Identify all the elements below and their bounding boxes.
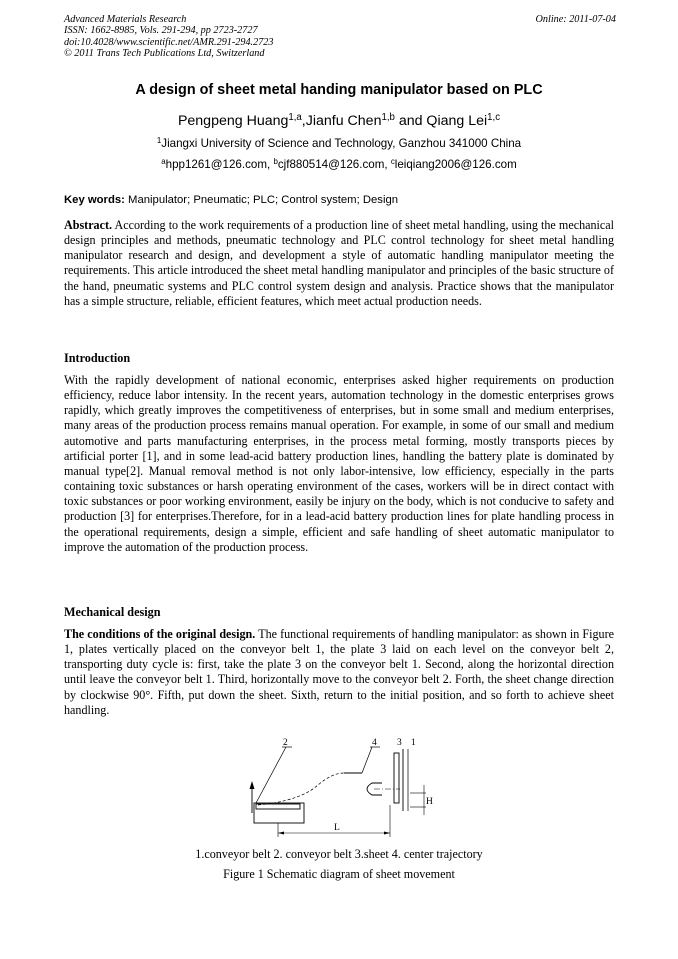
vertical-sheet-3 bbox=[394, 753, 399, 803]
figure-legend: 1.conveyor belt 2. conveyor belt 3.sheet 4. center trajectory bbox=[195, 847, 483, 861]
label-h: H bbox=[426, 797, 433, 807]
author-name: Pengpeng Huang bbox=[177, 113, 289, 129]
keywords-label: Key words: bbox=[64, 194, 125, 206]
paper-title: A design of sheet metal handing manipulator based on PLC bbox=[135, 82, 543, 98]
email-sup: a bbox=[161, 157, 166, 167]
label-2: 2 bbox=[283, 738, 288, 748]
label-l: L bbox=[334, 823, 340, 833]
label-1: 1 bbox=[411, 738, 416, 748]
abstract-label: Abstract. bbox=[64, 218, 113, 232]
author-sup: 1,b bbox=[381, 112, 395, 124]
abstract-paragraph bbox=[64, 218, 614, 309]
keywords bbox=[64, 194, 398, 206]
issn-line: ISSN: 1662-8985, Vols. 291-294, pp 2723-2727 bbox=[64, 25, 258, 37]
l-arrow-right bbox=[384, 832, 390, 835]
label-4: 4 bbox=[372, 738, 377, 748]
author-sup: 1,c bbox=[487, 112, 501, 124]
author-name: ,Jianfu Chen bbox=[301, 113, 382, 129]
online-date: Online: 2011-07-04 bbox=[535, 14, 616, 25]
doi-line: doi:10.4028/www.scientific.net/AMR.291-294.2723 bbox=[64, 36, 274, 48]
mechanical-design-paragraph bbox=[64, 627, 614, 718]
affiliation-text: Jiangxi University of Science and Technology, Ganzhou 341000 China bbox=[161, 137, 522, 150]
author-name: and Qiang Lei bbox=[394, 113, 488, 129]
journal-name: Advanced Materials Research bbox=[64, 14, 187, 25]
email-address: hpp1261@126.com, bbox=[165, 158, 274, 171]
leader-line-4 bbox=[362, 747, 372, 773]
email-address: cjf880514@126.com, bbox=[277, 158, 391, 171]
mechanical-design-heading: Mechanical design bbox=[64, 605, 161, 619]
email-sup: b bbox=[273, 157, 278, 167]
label-3: 3 bbox=[397, 738, 402, 748]
conveyor-belt-2 bbox=[254, 803, 304, 823]
figure-1-diagram bbox=[240, 735, 440, 845]
mechanical-text: The functional requirements of handling manipulator: as shown in Figure 1, plates vertically placed on the conveyor belt 1, the plate 3 laid on each level on the conveyor belt 2, transporting duty cycle is: first, take the plate 3 on the conveyor belt 1. Second, along the horizontal direction until leave the conveyor belt 1. Third, horizontally move to the conveyor belt 2. Forth, the sheet change direction by clockwise 90°. Fifth, put down the sheet. Sixth, return to the initial position, and so forth to achieve sheet handling. bbox=[64, 627, 615, 717]
email-address: leiqiang2006@126.com bbox=[394, 158, 517, 171]
introduction-heading: Introduction bbox=[64, 351, 131, 365]
keywords-text: Manipulator; Pneumatic; PLC; Control system; Design bbox=[124, 194, 399, 206]
laid-sheet bbox=[256, 804, 300, 809]
abstract-text: According to the work requirements of a production line of sheet metal handling, using the mechanical design principles and methods, pneumatic technology and PLC control technology for sheet metal handling manipulator research and design, and development a style of automatic handling manipulator meeting the requirements. This article introduced the sheet metal handling manipulator and principles of the basic structure of the hand, pneumatic systems and PLC control system design and analysis. Practice shows that the manipulator has a simple structure, reliable, efficient features, which meet actual production needs. bbox=[64, 218, 614, 308]
affiliation bbox=[0, 137, 678, 150]
mechanical-lead: The conditions of the original design. bbox=[64, 627, 256, 641]
center-trajectory bbox=[258, 773, 344, 805]
leader-line-2 bbox=[256, 747, 286, 803]
copyright-line: © 2011 Trans Tech Publications Ltd, Switzerland bbox=[64, 48, 265, 60]
figure-caption: Figure 1 Schematic diagram of sheet movement bbox=[223, 867, 455, 881]
l-arrow-left bbox=[278, 832, 284, 835]
email-line bbox=[0, 158, 678, 171]
introduction-paragraph: With the rapidly development of national economic, enterprises asked higher requirements on production efficiency, reduce labor intensity. In the recent years, automation technology in the domestic enterprises grows rapidly, which greatly improves the competitiveness of enterprises, but in some small and medium enterprises, many areas of the production process remains manual operation. For example, in some of our small and medium automotive and parts manufacturing enterprises, in the process metal forming, mostly transports pieces by artificial porter [1], and in some lead-acid battery production lines, handling the battery plate is dominated by manual type[2]. Manual removal method is not only labor-intensive, low efficiency, especially in the parts containing toxic substances or harsh operating environment of the cases, workers will be in direct contact with toxic substances or poor working environment, easily be injury on the body, which is not conducive to safety and production [3] for enterprises.Therefore, for in a lead-acid battery production lines for plate handling process in the operational requirements, design a simple, efficient and safe handling of sheet automatic manipulator to improve the automation of the production process. bbox=[64, 373, 614, 554]
email-sup: c bbox=[390, 157, 395, 167]
vertical-arrowhead bbox=[250, 781, 255, 789]
affiliation-sup: 1 bbox=[156, 136, 162, 146]
author-line bbox=[0, 113, 678, 129]
running-header bbox=[64, 14, 616, 60]
author-sup: 1,a bbox=[288, 112, 302, 124]
